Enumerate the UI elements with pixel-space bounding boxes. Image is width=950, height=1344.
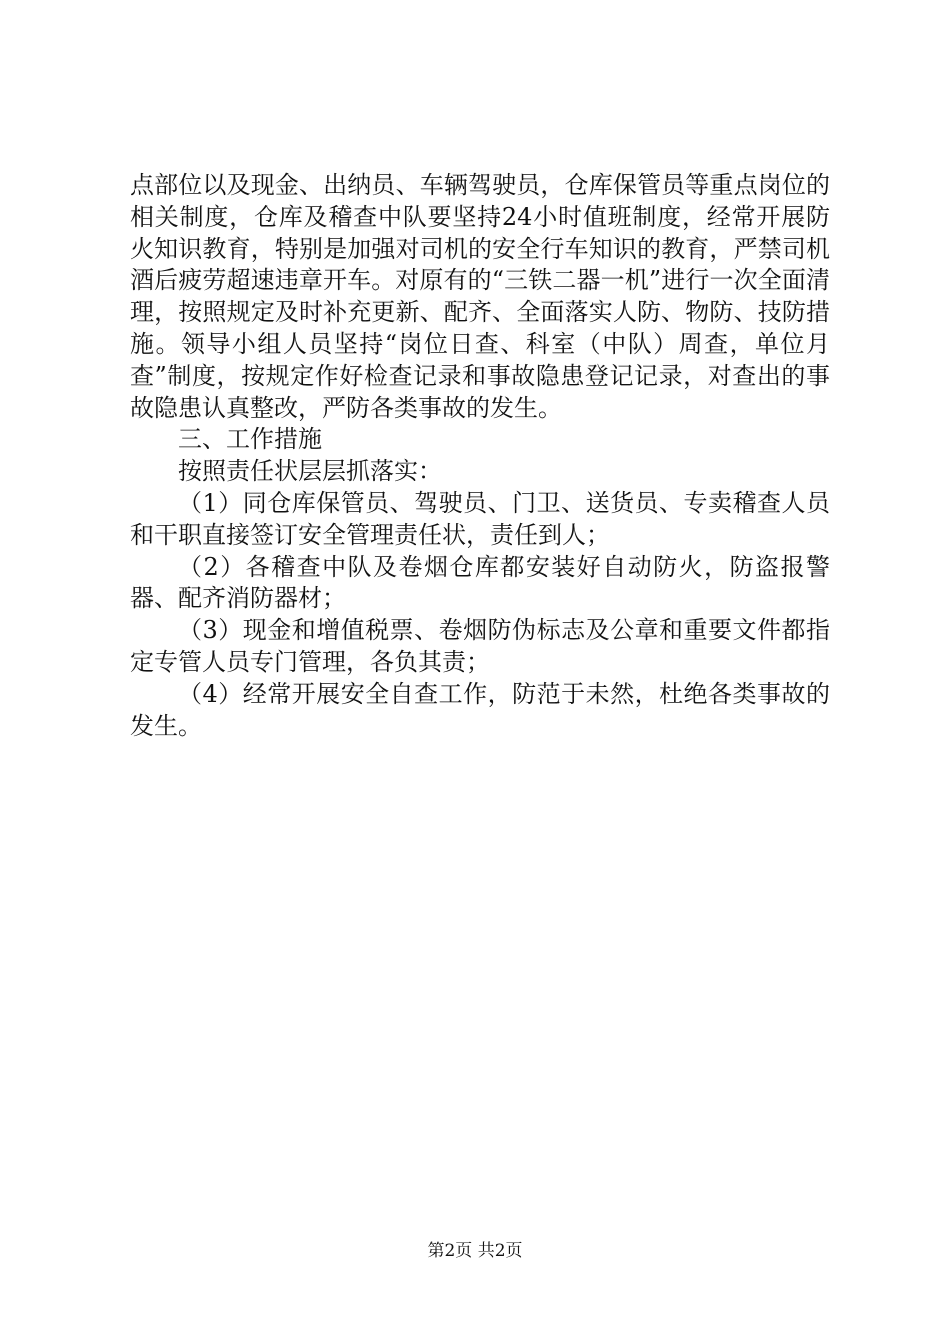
section-heading-work-measures: 三、工作措施	[178, 425, 322, 454]
list-item-measure-2: （2）各稽查中队及卷烟仓库都安装好自动防火，防盗报警器、配齐消防器材；	[130, 552, 830, 613]
list-item-measure-1: （1）同仓库保管员、驾驶员、门卫、送货员、专卖稽查人员和干职直接签订安全管理责任状，责任到人；	[130, 488, 830, 549]
document-body	[130, 170, 830, 742]
page-number-footer: 第2页 共2页	[427, 1241, 523, 1261]
list-item-measure-4: （4）经常开展安全自查工作，防范于未然，杜绝各类事故的发生。	[130, 679, 830, 740]
paragraph-responsibility-intro: 按照责任状层层抓落实：	[178, 457, 442, 486]
paragraph-safety-system-continued: 点部位以及现金、出纳员、车辆驾驶员，仓库保管员等重点岗位的相关制度，仓库及稽查中队要坚持24小时值班制度，经常开展防火知识教育，特别是加强对司机的安全行车知识的教育，严禁司机酒后疲劳超速违章开车。对原有的“三铁二器一机”进行一次全面清理，按照规定及时补充更新、配齐、全面落实人防、物防、技防措施。领导小组人员坚持“岗位日查、科室（中队）周查，单位月查”制度，按规定作好检查记录和事故隐患登记记录，对查出的事故隐患认真整改，严防各类事故的发生。	[130, 171, 830, 422]
list-item-measure-3: （3）现金和增值税票、卷烟防伪标志及公章和重要文件都指定专管人员专门管理，各负其责；	[130, 616, 830, 676]
